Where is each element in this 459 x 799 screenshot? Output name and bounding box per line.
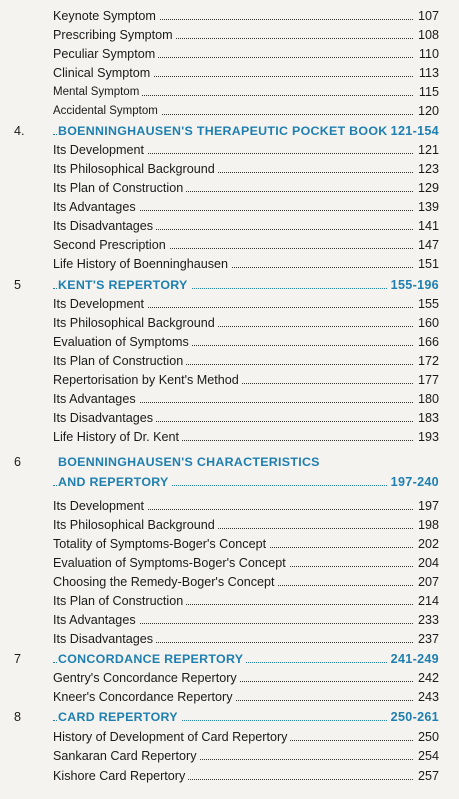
chapter-number: 7 [14,652,22,666]
toc-entry [0,177,459,195]
toc-entry [0,590,459,608]
toc-entry [0,426,459,444]
page-number: 115 [416,85,439,99]
toc-entry [0,407,459,425]
toc-chapter-heading [0,648,459,666]
toc-entry [0,388,459,406]
page-number: 254 [415,749,439,763]
page-number: 155 [415,297,439,311]
entry-title: Its Development [53,143,147,157]
toc-entry [0,514,459,532]
entry-title: Its Advantages [53,200,139,214]
toc-entry [0,158,459,176]
page-number: 121 [415,143,439,157]
entry-title: KENT'S REPERTORY [58,278,191,292]
page-number: 197-240 [388,475,439,489]
toc-chapter-heading [0,451,459,469]
entry-title: Accidental Symptom [53,104,161,118]
entry-title: CONCORDANCE REPERTORY [58,652,246,666]
entry-title: CARD REPERTORY [58,710,181,724]
entry-title: Its Philosophical Background [53,162,218,176]
entry-title: Its Disadvantages [53,632,156,646]
toc-entry [0,331,459,349]
page-number: 107 [415,9,439,23]
entry-title: Peculiar Symptom [53,47,158,61]
entry-title: Mental Symptom [53,85,142,99]
page-number: 214 [415,594,439,608]
toc-entry [0,5,459,23]
toc-entry [0,686,459,704]
toc-entry [0,62,459,80]
entry-title: Its Advantages [53,392,139,406]
entry-title: Its Philosophical Background [53,518,218,532]
page-number: 120 [415,104,439,118]
page-number: 250 [415,730,439,744]
chapter-number: 5 [14,278,22,292]
entry-title: Choosing the Remedy-Boger's Concept [53,575,278,589]
entry-title: Its Disadvantages [53,219,156,233]
toc-entry [0,293,459,311]
page-number: 129 [415,181,439,195]
toc-chapter-heading [0,120,459,138]
page-number: 121-154 [388,124,439,138]
toc-entry [0,533,459,551]
entry-title: Gentry's Concordance Repertory [53,671,240,685]
page-number: 237 [415,632,439,646]
page-number: 123 [415,162,439,176]
page-number: 202 [415,537,439,551]
entry-title: Kneer's Concordance Repertory [53,690,236,704]
toc-entry [0,253,459,271]
toc-chapter-heading [0,706,459,724]
entry-title: Keynote Symptom [53,9,159,23]
entry-title: History of Development of Card Repertory [53,730,290,744]
page-number: 250-261 [388,710,439,724]
entry-title: Second Prescription [53,238,169,252]
entry-title: Totality of Symptoms-Boger's Concept [53,537,269,551]
entry-title: Evaluation of Symptoms [53,335,192,349]
page-number: 204 [415,556,439,570]
toc-entry [0,765,459,783]
toc-entry [0,139,459,157]
toc-entry [0,81,459,99]
entry-title: Life History of Boenninghausen [53,257,231,271]
entry-title: Evaluation of Symptoms-Boger's Concept [53,556,289,570]
page-number: 172 [415,354,439,368]
toc-entry [0,234,459,252]
chapter-number: 8 [14,710,22,724]
entry-title: Its Development [53,297,147,311]
entry-title: Its Plan of Construction [53,594,186,608]
entry-title: Clinical Symptom [53,66,153,80]
page-number: 108 [415,28,439,42]
entry-title: Prescribing Symptom [53,28,176,42]
entry-title: Its Advantages [53,613,139,627]
page-number: 207 [415,575,439,589]
chapter-number: 4. [14,124,25,138]
page-number: 139 [415,200,439,214]
toc-chapter-heading [0,274,459,292]
page-number: 257 [415,769,439,783]
toc-entry [0,312,459,330]
toc-entry [0,100,459,118]
page-number: 160 [415,316,439,330]
entry-title: Repertorisation by Kent's Method [53,373,242,387]
page-number: 147 [415,238,439,252]
toc-entry [0,745,459,763]
page-number: 241-249 [388,652,439,666]
toc-entry [0,609,459,627]
toc-entry [0,495,459,513]
toc-entry [0,24,459,42]
toc-entry [0,369,459,387]
toc-entry [0,196,459,214]
entry-title: Its Plan of Construction [53,354,186,368]
page-number: 141 [415,219,439,233]
page-number: 198 [415,518,439,532]
page-number: 233 [415,613,439,627]
page-number: 113 [416,66,439,80]
page-number: 242 [415,671,439,685]
toc-entry [0,350,459,368]
entry-title: AND REPERTORY [58,475,172,489]
page-number: 180 [415,392,439,406]
entry-title: Its Development [53,499,147,513]
entry-title: Its Plan of Construction [53,181,186,195]
entry-title: Kishore Card Repertory [53,769,188,783]
toc-chapter-heading [0,471,459,489]
page-number: 177 [415,373,439,387]
page-number: 110 [416,47,439,61]
entry-title: Sankaran Card Repertory [53,749,200,763]
page-number: 193 [415,430,439,444]
chapter-number: 6 [14,455,22,469]
page-number: 155-196 [388,278,439,292]
entry-title: BOENNINGHAUSEN'S CHARACTERISTICS [58,455,323,469]
toc-entry [0,215,459,233]
toc-entry [0,571,459,589]
entry-title: BOENNINGHAUSEN'S THERAPEUTIC POCKET BOOK [58,124,391,138]
page-number: 183 [415,411,439,425]
toc-entry [0,552,459,570]
page-number: 243 [415,690,439,704]
entry-title: Its Philosophical Background [53,316,218,330]
page-number: 151 [415,257,439,271]
page-number: 166 [415,335,439,349]
toc-entry [0,628,459,646]
entry-title: Life History of Dr. Kent [53,430,182,444]
toc-entry [0,726,459,744]
entry-title: Its Disadvantages [53,411,156,425]
toc-entry [0,43,459,61]
toc-entry [0,667,459,685]
page-number: 197 [415,499,439,513]
